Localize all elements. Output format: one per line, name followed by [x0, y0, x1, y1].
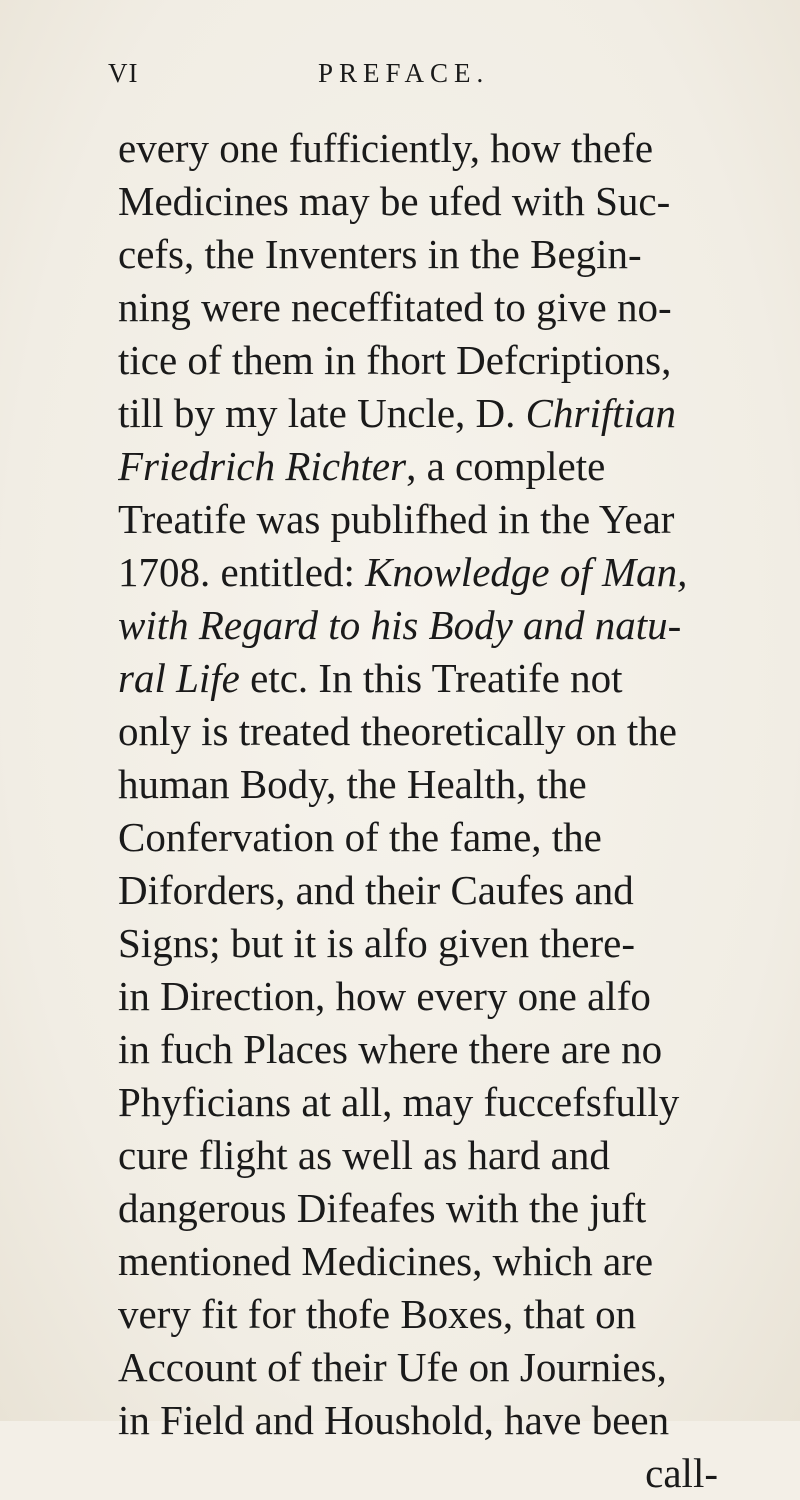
text-line — [118, 1341, 718, 1394]
text-span: Medicines may be ufed with Suc- — [118, 178, 671, 224]
text-line — [118, 705, 718, 758]
body-text — [118, 122, 718, 1500]
catchword: call- — [645, 1450, 718, 1496]
italic-text: with Regard to his Body and natu- — [118, 602, 682, 648]
italic-text: Chriftian — [525, 390, 677, 436]
text-span: in Field and Houshold, have been — [118, 1397, 670, 1443]
text-span: Signs; but it is alfo given there- — [118, 920, 635, 966]
text-line — [118, 281, 718, 334]
text-span: till by my late Uncle, D. — [118, 390, 526, 436]
page-number: VI — [108, 58, 139, 88]
text-span: cefs, the Inventers in the Begin- — [118, 231, 642, 277]
text-span: mentioned Medicines, which are — [118, 1238, 654, 1284]
text-line — [118, 1182, 718, 1235]
text-line — [118, 599, 718, 652]
text-span: Confervation of the fame, the — [118, 814, 602, 860]
text-span: human Body, the Health, the — [118, 761, 587, 807]
text-span: in fuch Places where there are no — [118, 1026, 663, 1072]
italic-text: Knowledge of Man, — [365, 549, 688, 595]
text-line — [118, 122, 718, 175]
text-line — [118, 970, 718, 1023]
text-span: very fit for thofe Boxes, that on — [118, 1291, 637, 1337]
text-line — [118, 387, 718, 440]
text-line — [118, 1076, 718, 1129]
page-header — [0, 58, 800, 98]
text-line — [118, 758, 718, 811]
text-span: every one fufficiently, how thefe — [118, 125, 654, 171]
text-span: Phyficians at all, may fuccefsfully — [118, 1079, 680, 1125]
text-line — [118, 334, 718, 387]
text-line — [118, 652, 718, 705]
text-span: Treatife was publifhed in the Year — [118, 496, 675, 542]
text-span: etc. In this Treatife not — [239, 655, 623, 701]
text-line — [118, 546, 718, 599]
text-span: tice of them in fhort Defcriptions, — [118, 337, 672, 383]
text-line — [118, 811, 718, 864]
text-span: only is treated theoretically on the — [118, 708, 678, 754]
text-line — [118, 1235, 718, 1288]
text-line — [118, 917, 718, 970]
text-line — [118, 228, 718, 281]
text-line — [118, 864, 718, 917]
text-span: cure flight as well as hard and — [118, 1132, 610, 1178]
text-line — [118, 175, 718, 228]
text-span: , a complete — [406, 443, 606, 489]
text-span: dangerous Difeafes with the juft — [118, 1185, 647, 1231]
text-span: Account of their Ufe on Journies, — [118, 1344, 667, 1390]
italic-text: Friedrich Richter — [118, 443, 407, 489]
italic-text: ral Life — [118, 655, 240, 701]
text-span: 1708. entitled: — [118, 549, 366, 595]
running-head: PREFACE. — [318, 58, 490, 88]
text-line — [118, 1129, 718, 1182]
text-line — [118, 1288, 718, 1341]
text-line — [118, 493, 718, 546]
text-line — [118, 440, 718, 493]
text-span: in Direction, how every one alfo — [118, 973, 651, 1019]
text-span: ning were neceffitated to give no- — [118, 284, 672, 330]
text-line — [118, 1023, 718, 1076]
text-span: Diforders, and their Caufes and — [118, 867, 634, 913]
